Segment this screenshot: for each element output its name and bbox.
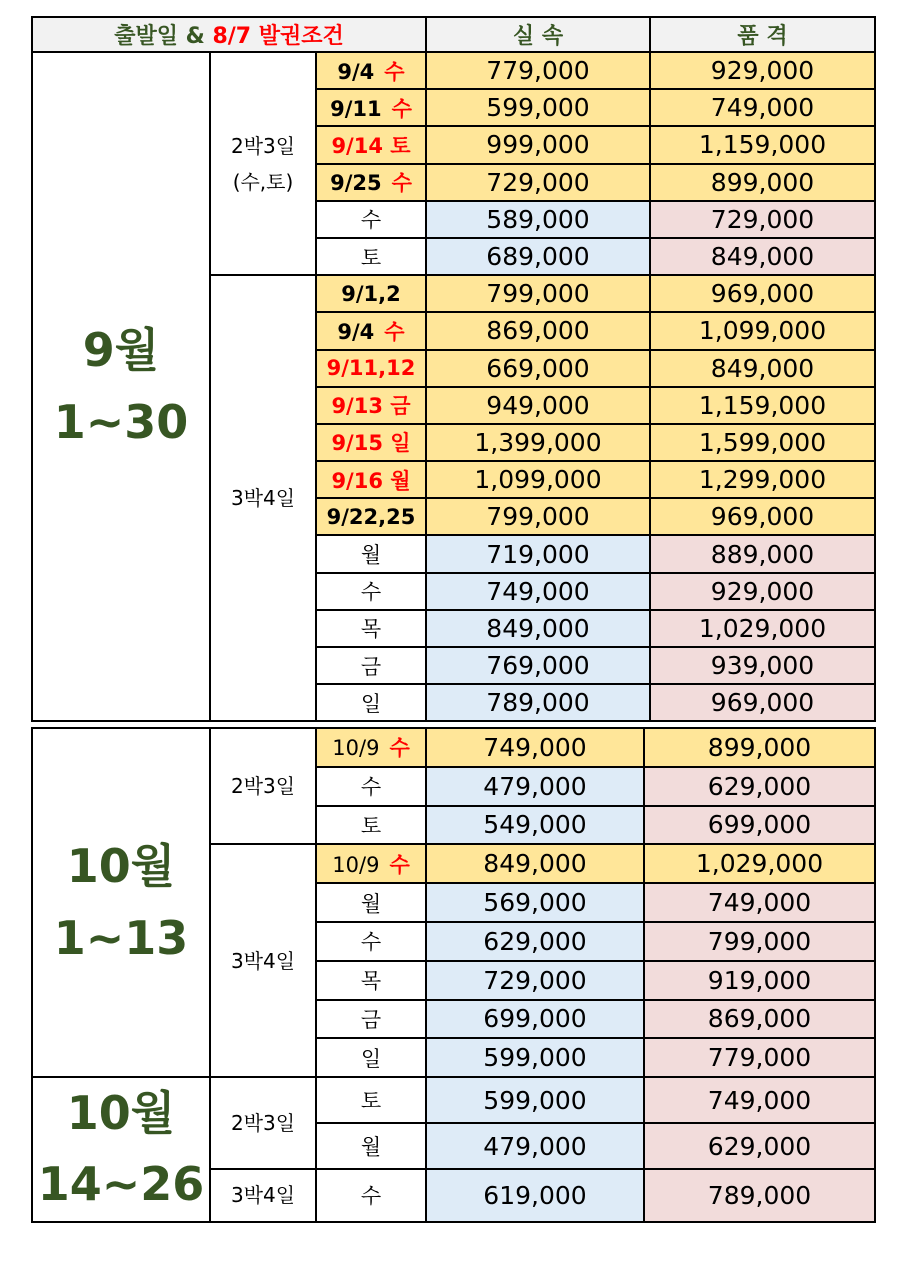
weekday-cell: 수 — [316, 922, 426, 961]
silsok-price: 629,000 — [426, 922, 644, 961]
departure-label: 출발일 & — [114, 24, 205, 49]
pumgyeok-price: 899,000 — [650, 164, 875, 201]
special-date-cell — [316, 461, 426, 498]
weekday-cell: 월 — [316, 883, 426, 922]
silsok-price: 599,000 — [426, 89, 650, 126]
stay-duration-cell — [210, 275, 316, 721]
special-date-cell — [316, 844, 426, 883]
weekday-cell: 수 — [316, 1169, 426, 1222]
silsok-price: 849,000 — [426, 844, 644, 883]
stay-duration-cell — [210, 728, 316, 844]
pumgyeok-price: 749,000 — [644, 883, 875, 922]
silsok-price: 1,099,000 — [426, 461, 650, 498]
pumgyeok-price: 969,000 — [650, 498, 875, 535]
silsok-price: 689,000 — [426, 238, 650, 275]
special-date: 9/16 월 — [331, 468, 411, 493]
pumgyeok-header: 품 격 — [650, 17, 875, 52]
weekday-cell: 목 — [316, 610, 426, 647]
price-row — [32, 728, 875, 767]
pumgyeok-price: 899,000 — [644, 728, 875, 767]
weekday-cell: 일 — [316, 684, 426, 721]
month-cell — [32, 728, 210, 1077]
silsok-price: 569,000 — [426, 883, 644, 922]
weekday-cell: 일 — [316, 1038, 426, 1077]
october-table — [31, 727, 876, 1223]
september-table — [31, 16, 876, 722]
pumgyeok-price: 749,000 — [644, 1077, 875, 1123]
silsok-price: 769,000 — [426, 647, 650, 684]
month-label: 10월 — [66, 1086, 176, 1141]
stay-duration-cell — [210, 52, 316, 275]
silsok-price: 799,000 — [426, 275, 650, 312]
special-date-cell — [316, 126, 426, 163]
weekday-cell: 토 — [316, 1077, 426, 1123]
stay-duration-label: 3박4일 — [230, 1183, 296, 1208]
stay-duration-cell — [210, 844, 316, 1077]
price-row — [32, 1077, 875, 1123]
weekday-cell: 수 — [316, 201, 426, 238]
month-label: 9월 — [82, 323, 160, 378]
condition-label: 8/7 발권조건 — [212, 24, 344, 49]
departure-header — [32, 17, 426, 52]
silsok-header: 실 속 — [426, 17, 650, 52]
silsok-price: 729,000 — [426, 164, 650, 201]
silsok-price: 719,000 — [426, 535, 650, 572]
pumgyeok-price: 1,299,000 — [650, 461, 875, 498]
stay-duration-cell — [210, 1169, 316, 1222]
silsok-price: 549,000 — [426, 806, 644, 845]
pumgyeok-price: 729,000 — [650, 201, 875, 238]
weekday-cell: 토 — [316, 238, 426, 275]
pumgyeok-price: 1,599,000 — [650, 424, 875, 461]
date-range-label: 1~30 — [53, 394, 189, 449]
silsok-price: 589,000 — [426, 201, 650, 238]
header-row — [32, 17, 875, 52]
silsok-price: 799,000 — [426, 498, 650, 535]
weekday-cell: 월 — [316, 1123, 426, 1169]
special-date: 9/13 금 — [331, 394, 411, 419]
month-label: 10월 — [66, 839, 176, 894]
pumgyeok-price: 799,000 — [644, 922, 875, 961]
special-date: 9/4 — [337, 59, 375, 84]
pumgyeok-price: 919,000 — [644, 961, 875, 1000]
silsok-price: 699,000 — [426, 1000, 644, 1039]
pumgyeok-price: 1,029,000 — [644, 844, 875, 883]
special-date-cell — [316, 424, 426, 461]
weekday-cell: 목 — [316, 961, 426, 1000]
silsok-price: 749,000 — [426, 573, 650, 610]
month-cell — [32, 52, 210, 721]
weekday-cell: 금 — [316, 1000, 426, 1039]
silsok-price: 1,399,000 — [426, 424, 650, 461]
date-range-label: 14~26 — [37, 1157, 205, 1212]
stay-duration-label: 3박4일 — [230, 486, 296, 511]
special-date-cell — [316, 350, 426, 387]
pumgyeok-price: 939,000 — [650, 647, 875, 684]
pumgyeok-price: 779,000 — [644, 1038, 875, 1077]
special-date-cell — [316, 275, 426, 312]
silsok-price: 479,000 — [426, 767, 644, 806]
special-date-cell — [316, 728, 426, 767]
pumgyeok-price: 629,000 — [644, 767, 875, 806]
silsok-price: 729,000 — [426, 961, 644, 1000]
special-date: 9/1,2 — [341, 281, 401, 306]
special-date-weekday: 수 — [389, 736, 410, 761]
weekday-cell: 월 — [316, 535, 426, 572]
pumgyeok-price: 969,000 — [650, 684, 875, 721]
pumgyeok-price: 849,000 — [650, 350, 875, 387]
silsok-price: 669,000 — [426, 350, 650, 387]
silsok-price: 599,000 — [426, 1077, 644, 1123]
weekday-cell: 수 — [316, 573, 426, 610]
weekday-cell: 토 — [316, 806, 426, 845]
pumgyeok-price: 849,000 — [650, 238, 875, 275]
special-date-weekday: 수 — [384, 319, 405, 344]
stay-duration-label: 2박3일 — [230, 1111, 296, 1136]
silsok-price: 999,000 — [426, 126, 650, 163]
special-date-weekday: 수 — [384, 59, 405, 84]
special-date-cell — [316, 498, 426, 535]
silsok-price: 779,000 — [426, 52, 650, 89]
pumgyeok-price: 929,000 — [650, 52, 875, 89]
pumgyeok-price: 749,000 — [650, 89, 875, 126]
special-date: 9/25 — [330, 171, 382, 196]
stay-days-label: (수,토) — [232, 169, 294, 194]
pumgyeok-price: 1,029,000 — [650, 610, 875, 647]
pumgyeok-price: 1,159,000 — [650, 387, 875, 424]
silsok-price: 619,000 — [426, 1169, 644, 1222]
special-date-cell — [316, 89, 426, 126]
pumgyeok-price: 869,000 — [644, 1000, 875, 1039]
stay-duration-label: 3박4일 — [230, 948, 296, 973]
special-date: 9/22,25 — [326, 504, 416, 529]
weekday-cell: 수 — [316, 767, 426, 806]
silsok-price: 789,000 — [426, 684, 650, 721]
pumgyeok-price: 889,000 — [650, 535, 875, 572]
silsok-price: 599,000 — [426, 1038, 644, 1077]
special-date-weekday: 수 — [391, 96, 412, 121]
pumgyeok-price: 969,000 — [650, 275, 875, 312]
weekday-cell: 금 — [316, 647, 426, 684]
special-date: 10/9 — [332, 736, 380, 761]
pumgyeok-price: 629,000 — [644, 1123, 875, 1169]
special-date-cell — [316, 387, 426, 424]
special-date: 9/14 토 — [331, 133, 411, 158]
stay-duration-label: 2박3일 — [230, 133, 296, 158]
special-date: 9/4 — [337, 319, 375, 344]
pumgyeok-price: 1,159,000 — [650, 126, 875, 163]
stay-duration-cell — [210, 1077, 316, 1169]
pumgyeok-price: 789,000 — [644, 1169, 875, 1222]
silsok-price: 869,000 — [426, 312, 650, 349]
special-date: 10/9 — [332, 852, 380, 877]
special-date-weekday: 수 — [391, 171, 412, 196]
stay-duration-label: 2박3일 — [230, 774, 296, 799]
pumgyeok-price: 699,000 — [644, 806, 875, 845]
silsok-price: 849,000 — [426, 610, 650, 647]
date-range-label: 1~13 — [53, 910, 189, 965]
pumgyeok-price: 929,000 — [650, 573, 875, 610]
special-date: 9/11 — [330, 96, 382, 121]
special-date-weekday: 수 — [389, 852, 410, 877]
special-date: 9/11,12 — [326, 356, 416, 381]
silsok-price: 479,000 — [426, 1123, 644, 1169]
special-date-cell — [316, 164, 426, 201]
price-row — [32, 52, 875, 89]
silsok-price: 749,000 — [426, 728, 644, 767]
month-cell — [32, 1077, 210, 1222]
pumgyeok-price: 1,099,000 — [650, 312, 875, 349]
silsok-price: 949,000 — [426, 387, 650, 424]
special-date-cell — [316, 52, 426, 89]
special-date: 9/15 일 — [331, 431, 411, 456]
special-date-cell — [316, 312, 426, 349]
